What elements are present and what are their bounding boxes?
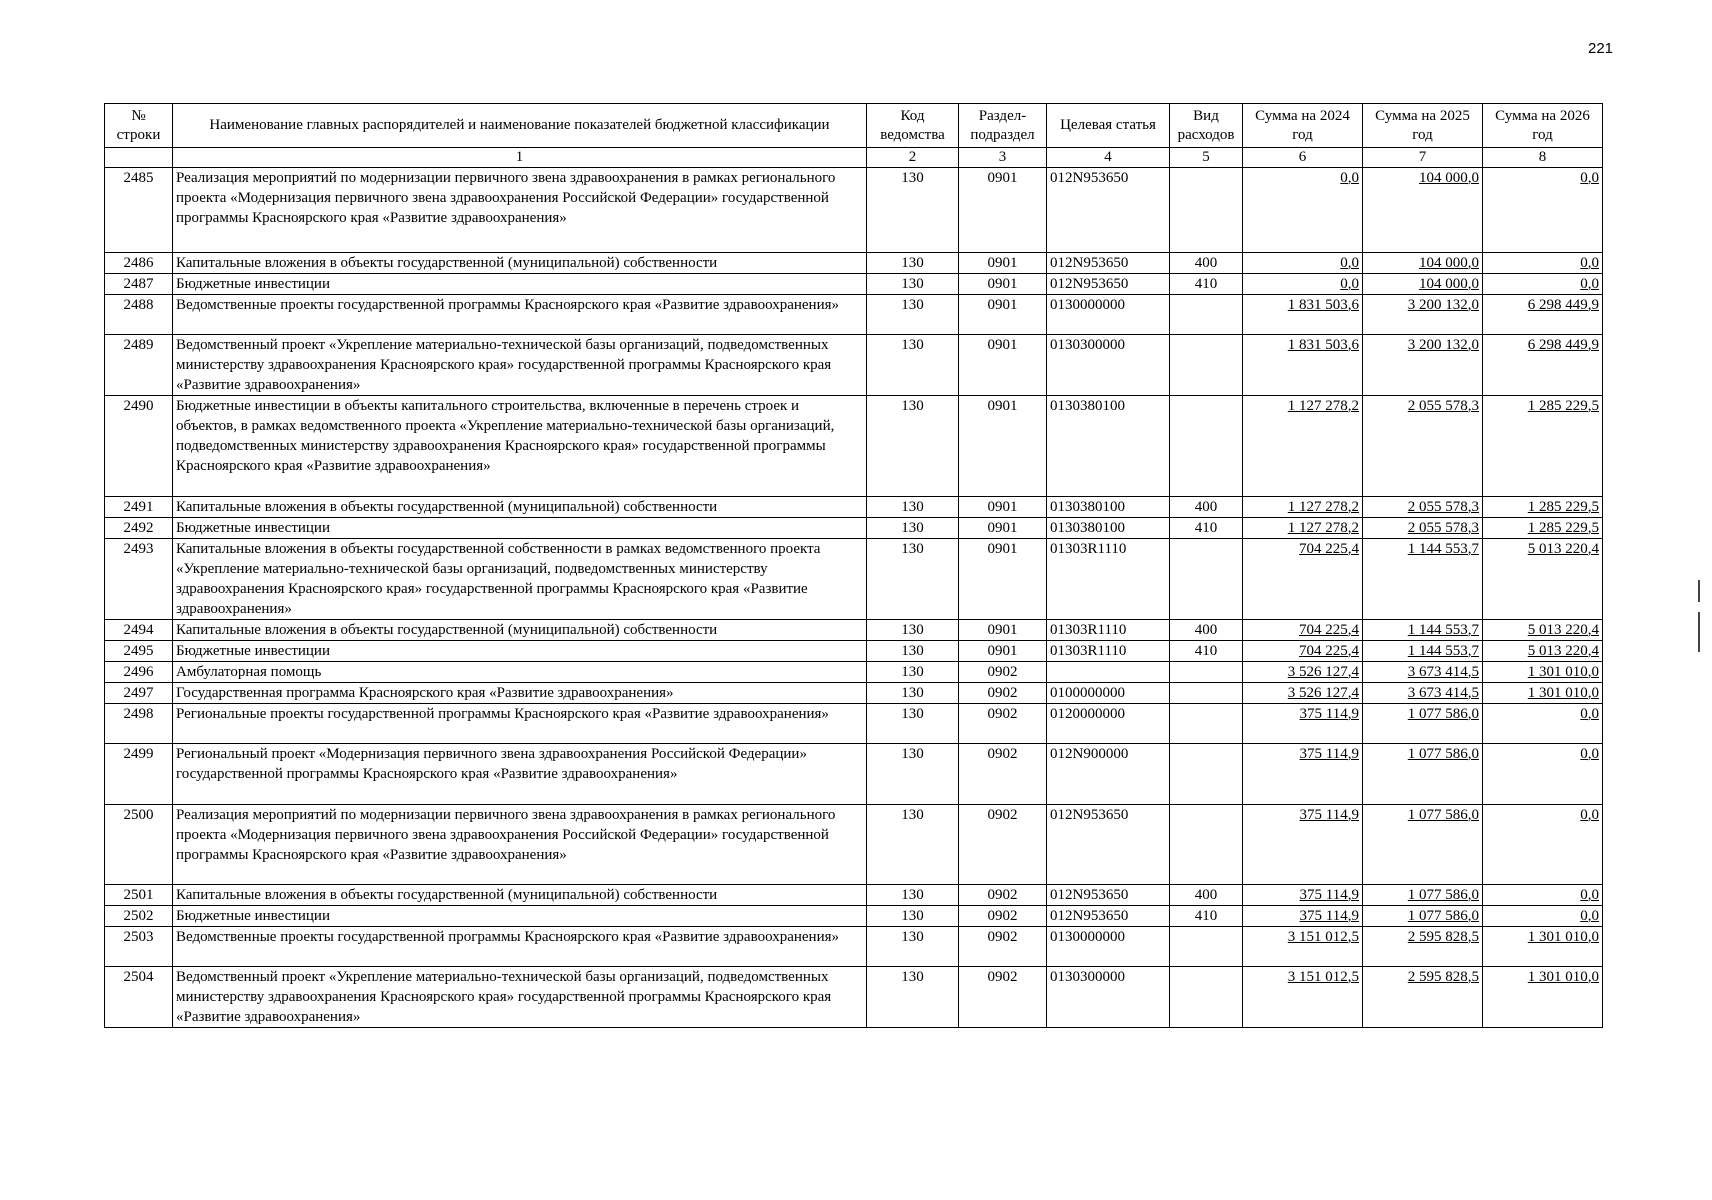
- sum-2025-value: 3 673 414,5: [1407, 685, 1479, 701]
- expense-type: [1170, 295, 1243, 335]
- sum-2026: [1483, 906, 1603, 927]
- sum-2026: [1483, 805, 1603, 885]
- sum-2025: [1363, 497, 1483, 518]
- row-name: Реализация мероприятий по модернизации первичного звена здравоохранения в рамках регионального проекта «Модернизация первичного звена здравоохранения Российской Федерации» государственной программы Красноярского края «Развитие здравоохранения»: [173, 805, 867, 885]
- row-name: Бюджетные инвестиции в объекты капитального строительства, включенные в перечень строек и объектов, в рамках ведомственного проекта «Укрепление материально-технической базы организаций, подведомственных министерству здравоохранения Красноярского края» государственной программы Красноярского края «Развитие здравоохранения»: [173, 396, 867, 497]
- table-row: [105, 396, 1603, 497]
- sum-2026-value: 0,0: [1580, 807, 1599, 823]
- section-code: 0902: [959, 805, 1047, 885]
- sum-2024-value: 3 526 127,4: [1287, 664, 1359, 680]
- sum-2024: [1243, 744, 1363, 805]
- sum-2026-value: 1 301 010,0: [1527, 685, 1599, 701]
- sum-2026: [1483, 662, 1603, 683]
- sum-2026-value: 0,0: [1580, 255, 1599, 271]
- expense-type: 410: [1170, 518, 1243, 539]
- target-article: 0120000000: [1047, 704, 1170, 744]
- row-name: Бюджетные инвестиции: [173, 518, 867, 539]
- sum-2024: [1243, 641, 1363, 662]
- sum-2025: [1363, 396, 1483, 497]
- sum-2024: [1243, 518, 1363, 539]
- row-name: Государственная программа Красноярского края «Развитие здравоохранения»: [173, 683, 867, 704]
- column-header: Код ведомства: [867, 104, 959, 148]
- row-name: Капитальные вложения в объекты государственной (муниципальной) собственности: [173, 497, 867, 518]
- sum-2025: [1363, 662, 1483, 683]
- table-row: [105, 335, 1603, 396]
- sum-2025: [1363, 927, 1483, 967]
- sum-2026-value: 0,0: [1580, 908, 1599, 924]
- department-code: 130: [867, 967, 959, 1028]
- sum-2025: [1363, 274, 1483, 295]
- table-row: [105, 518, 1603, 539]
- expense-type: [1170, 744, 1243, 805]
- sum-2026-value: 0,0: [1580, 746, 1599, 762]
- column-number-row: [105, 148, 1603, 168]
- target-article: 012N900000: [1047, 744, 1170, 805]
- sum-2024: [1243, 253, 1363, 274]
- target-article: [1047, 662, 1170, 683]
- section-code: 0901: [959, 518, 1047, 539]
- sum-2026-value: 5 013 220,4: [1527, 541, 1599, 557]
- row-name: Капитальные вложения в объекты государственной (муниципальной) собственности: [173, 620, 867, 641]
- expense-type: [1170, 967, 1243, 1028]
- sum-2026-value: 1 285 229,5: [1527, 520, 1599, 536]
- sum-2026: [1483, 967, 1603, 1028]
- sum-2026-value: 5 013 220,4: [1527, 643, 1599, 659]
- department-code: 130: [867, 295, 959, 335]
- target-article: 0130380100: [1047, 396, 1170, 497]
- table-row: [105, 274, 1603, 295]
- page-number: 221: [1588, 40, 1614, 57]
- sum-2025-value: 1 077 586,0: [1407, 887, 1479, 903]
- row-name: Капитальные вложения в объекты государственной собственности в рамках ведомственного проекта «Укрепление материально-технической базы организаций, подведомственных министерству здравоохранения Красноярского края» государственной программы Красноярского края «Развитие здравоохранения»: [173, 539, 867, 620]
- row-number: 2494: [105, 620, 173, 641]
- department-code: 130: [867, 641, 959, 662]
- department-code: 130: [867, 518, 959, 539]
- row-number: 2492: [105, 518, 173, 539]
- row-number: 2491: [105, 497, 173, 518]
- target-article: 012N953650: [1047, 885, 1170, 906]
- sum-2026: [1483, 683, 1603, 704]
- scan-edge-mark: [1698, 580, 1700, 602]
- column-number: 6: [1243, 148, 1363, 168]
- sum-2025-value: 2 055 578,3: [1407, 398, 1479, 414]
- section-code: 0902: [959, 744, 1047, 805]
- sum-2024: [1243, 683, 1363, 704]
- sum-2025-value: 1 077 586,0: [1407, 807, 1479, 823]
- table-row: [105, 295, 1603, 335]
- expense-type: 400: [1170, 885, 1243, 906]
- expense-type: 410: [1170, 906, 1243, 927]
- column-number: 5: [1170, 148, 1243, 168]
- row-number: 2487: [105, 274, 173, 295]
- sum-2025: [1363, 704, 1483, 744]
- section-code: 0902: [959, 906, 1047, 927]
- table-row: [105, 805, 1603, 885]
- sum-2026: [1483, 620, 1603, 641]
- sum-2026: [1483, 396, 1603, 497]
- row-number: 2504: [105, 967, 173, 1028]
- table-row: [105, 704, 1603, 744]
- target-article: 012N953650: [1047, 253, 1170, 274]
- sum-2025-value: 104 000,0: [1419, 170, 1479, 186]
- sum-2025-value: 2 055 578,3: [1407, 499, 1479, 515]
- row-name: Ведомственный проект «Укрепление материально-технической базы организаций, подведомственных министерству здравоохранения Красноярского края» государственной программы Красноярского края «Развитие здравоохранения»: [173, 335, 867, 396]
- sum-2026: [1483, 927, 1603, 967]
- sum-2025-value: 3 673 414,5: [1407, 664, 1479, 680]
- department-code: 130: [867, 497, 959, 518]
- sum-2024-value: 704 225,4: [1299, 622, 1359, 638]
- column-header: Сумма на 2024 год: [1243, 104, 1363, 148]
- target-article: 012N953650: [1047, 906, 1170, 927]
- expense-type: 410: [1170, 641, 1243, 662]
- column-number: 4: [1047, 148, 1170, 168]
- sum-2025: [1363, 518, 1483, 539]
- sum-2026: [1483, 704, 1603, 744]
- row-number: 2496: [105, 662, 173, 683]
- sum-2025-value: 2 055 578,3: [1407, 520, 1479, 536]
- sum-2024-value: 3 151 012,5: [1287, 929, 1359, 945]
- sum-2025: [1363, 683, 1483, 704]
- sum-2025-value: 1 077 586,0: [1407, 706, 1479, 722]
- target-article: 0100000000: [1047, 683, 1170, 704]
- sum-2026-value: 1 301 010,0: [1527, 929, 1599, 945]
- row-name: Ведомственный проект «Укрепление материально-технической базы организаций, подведомственных министерству здравоохранения Красноярского края» государственной программы Красноярского края «Развитие здравоохранения»: [173, 967, 867, 1028]
- sum-2025-value: 104 000,0: [1419, 255, 1479, 271]
- sum-2024: [1243, 168, 1363, 253]
- row-name: Ведомственные проекты государственной программы Красноярского края «Развитие здравоохранения»: [173, 295, 867, 335]
- department-code: 130: [867, 805, 959, 885]
- sum-2024: [1243, 620, 1363, 641]
- section-code: 0901: [959, 396, 1047, 497]
- department-code: 130: [867, 253, 959, 274]
- header-row: [105, 104, 1603, 148]
- target-article: 0130380100: [1047, 518, 1170, 539]
- row-number: 2493: [105, 539, 173, 620]
- sum-2026-value: 0,0: [1580, 887, 1599, 903]
- target-article: 0130300000: [1047, 335, 1170, 396]
- table-body: [105, 168, 1603, 1028]
- department-code: 130: [867, 396, 959, 497]
- sum-2026-value: 1 285 229,5: [1527, 398, 1599, 414]
- row-name: Региональный проект «Модернизация первичного звена здравоохранения Российской Федерации» государственной программы Красноярского края «Развитие здравоохранения»: [173, 744, 867, 805]
- sum-2024: [1243, 704, 1363, 744]
- section-code: 0901: [959, 497, 1047, 518]
- row-number: 2503: [105, 927, 173, 967]
- target-article: 0130380100: [1047, 497, 1170, 518]
- sum-2025: [1363, 295, 1483, 335]
- department-code: 130: [867, 662, 959, 683]
- sum-2026-value: 0,0: [1580, 706, 1599, 722]
- expense-type: [1170, 168, 1243, 253]
- table-row: [105, 744, 1603, 805]
- section-code: 0901: [959, 168, 1047, 253]
- sum-2025-value: 2 595 828,5: [1407, 929, 1479, 945]
- column-header: Раздел-подраздел: [959, 104, 1047, 148]
- row-number: 2490: [105, 396, 173, 497]
- target-article: 012N953650: [1047, 168, 1170, 253]
- sum-2025-value: 1 077 586,0: [1407, 746, 1479, 762]
- row-number: 2499: [105, 744, 173, 805]
- target-article: 0130300000: [1047, 967, 1170, 1028]
- column-header: Сумма на 2026 год: [1483, 104, 1603, 148]
- sum-2025: [1363, 967, 1483, 1028]
- row-name: Капитальные вложения в объекты государственной (муниципальной) собственности: [173, 885, 867, 906]
- budget-table: [104, 103, 1603, 1028]
- section-code: 0902: [959, 967, 1047, 1028]
- table-row: [105, 906, 1603, 927]
- sum-2024: [1243, 927, 1363, 967]
- row-number: 2497: [105, 683, 173, 704]
- sum-2026-value: 1 301 010,0: [1527, 969, 1599, 985]
- row-number: 2502: [105, 906, 173, 927]
- sum-2024-value: 3 526 127,4: [1287, 685, 1359, 701]
- department-code: 130: [867, 274, 959, 295]
- department-code: 130: [867, 539, 959, 620]
- sum-2024-value: 0,0: [1340, 255, 1359, 271]
- sum-2026-value: 0,0: [1580, 276, 1599, 292]
- sum-2025: [1363, 253, 1483, 274]
- sum-2025: [1363, 641, 1483, 662]
- table-row: [105, 683, 1603, 704]
- sum-2024: [1243, 805, 1363, 885]
- sum-2026: [1483, 518, 1603, 539]
- column-number: 1: [173, 148, 867, 168]
- table-row: [105, 641, 1603, 662]
- expense-type: [1170, 927, 1243, 967]
- sum-2024-value: 704 225,4: [1299, 643, 1359, 659]
- sum-2026-value: 1 301 010,0: [1527, 664, 1599, 680]
- expense-type: [1170, 704, 1243, 744]
- sum-2024-value: 375 114,9: [1299, 807, 1359, 823]
- row-name: Бюджетные инвестиции: [173, 641, 867, 662]
- sum-2025: [1363, 539, 1483, 620]
- row-number: 2500: [105, 805, 173, 885]
- section-code: 0901: [959, 620, 1047, 641]
- sum-2025: [1363, 168, 1483, 253]
- row-name: Региональные проекты государственной программы Красноярского края «Развитие здравоохранения»: [173, 704, 867, 744]
- expense-type: 400: [1170, 253, 1243, 274]
- sum-2026-value: 1 285 229,5: [1527, 499, 1599, 515]
- sum-2024-value: 0,0: [1340, 170, 1359, 186]
- department-code: 130: [867, 620, 959, 641]
- section-code: 0902: [959, 683, 1047, 704]
- department-code: 130: [867, 885, 959, 906]
- target-article: 01303R1110: [1047, 641, 1170, 662]
- sum-2024: [1243, 539, 1363, 620]
- row-name: Амбулаторная помощь: [173, 662, 867, 683]
- expense-type: 410: [1170, 274, 1243, 295]
- target-article: 012N953650: [1047, 805, 1170, 885]
- section-code: 0901: [959, 641, 1047, 662]
- table-row: [105, 967, 1603, 1028]
- row-number: 2489: [105, 335, 173, 396]
- target-article: 01303R1110: [1047, 539, 1170, 620]
- department-code: 130: [867, 906, 959, 927]
- row-name: Бюджетные инвестиции: [173, 906, 867, 927]
- sum-2026: [1483, 335, 1603, 396]
- sum-2026-value: 5 013 220,4: [1527, 622, 1599, 638]
- sum-2024: [1243, 396, 1363, 497]
- table-row: [105, 620, 1603, 641]
- column-header: Целевая статья: [1047, 104, 1170, 148]
- sum-2026: [1483, 744, 1603, 805]
- expense-type: [1170, 683, 1243, 704]
- expense-type: 400: [1170, 497, 1243, 518]
- row-number: 2485: [105, 168, 173, 253]
- sum-2025: [1363, 744, 1483, 805]
- row-name: Реализация мероприятий по модернизации первичного звена здравоохранения в рамках регионального проекта «Модернизация первичного звена здравоохранения Российской Федерации» государственной программы Красноярского края «Развитие здравоохранения»: [173, 168, 867, 253]
- sum-2024-value: 1 831 503,6: [1287, 297, 1359, 313]
- column-number: 3: [959, 148, 1047, 168]
- table-row: [105, 927, 1603, 967]
- column-header: Наименование главных распорядителей и наименование показателей бюджетной классификации: [173, 104, 867, 148]
- sum-2026: [1483, 885, 1603, 906]
- section-code: 0901: [959, 295, 1047, 335]
- expense-type: [1170, 335, 1243, 396]
- sum-2024-value: 375 114,9: [1299, 746, 1359, 762]
- section-code: 0901: [959, 274, 1047, 295]
- sum-2024: [1243, 274, 1363, 295]
- sum-2025: [1363, 906, 1483, 927]
- row-name: Капитальные вложения в объекты государственной (муниципальной) собственности: [173, 253, 867, 274]
- sum-2025-value: 2 595 828,5: [1407, 969, 1479, 985]
- sum-2026-value: 0,0: [1580, 170, 1599, 186]
- sum-2024-value: 375 114,9: [1299, 706, 1359, 722]
- target-article: 0130000000: [1047, 295, 1170, 335]
- sum-2024: [1243, 295, 1363, 335]
- row-name: Бюджетные инвестиции: [173, 274, 867, 295]
- sum-2024-value: 704 225,4: [1299, 541, 1359, 557]
- sum-2025-value: 1 144 553,7: [1407, 622, 1479, 638]
- row-name: Ведомственные проекты государственной программы Красноярского края «Развитие здравоохранения»: [173, 927, 867, 967]
- sum-2026: [1483, 274, 1603, 295]
- row-number: 2486: [105, 253, 173, 274]
- sum-2025: [1363, 335, 1483, 396]
- column-number: 7: [1363, 148, 1483, 168]
- expense-type: 400: [1170, 620, 1243, 641]
- sum-2025-value: 104 000,0: [1419, 276, 1479, 292]
- sum-2024-value: 1 831 503,6: [1287, 337, 1359, 353]
- row-number: 2495: [105, 641, 173, 662]
- expense-type: [1170, 662, 1243, 683]
- sum-2024-value: 0,0: [1340, 276, 1359, 292]
- column-number: 8: [1483, 148, 1603, 168]
- expense-type: [1170, 805, 1243, 885]
- scan-edge-mark: [1698, 612, 1700, 652]
- sum-2026: [1483, 641, 1603, 662]
- sum-2026-value: 6 298 449,9: [1527, 297, 1599, 313]
- expense-type: [1170, 539, 1243, 620]
- table-row: [105, 885, 1603, 906]
- table-row: [105, 168, 1603, 253]
- sum-2025-value: 1 144 553,7: [1407, 541, 1479, 557]
- department-code: 130: [867, 335, 959, 396]
- sum-2024-value: 3 151 012,5: [1287, 969, 1359, 985]
- row-number: 2498: [105, 704, 173, 744]
- sum-2025: [1363, 805, 1483, 885]
- sum-2024-value: 1 127 278,2: [1287, 520, 1359, 536]
- target-article: 012N953650: [1047, 274, 1170, 295]
- section-code: 0901: [959, 253, 1047, 274]
- column-header: Сумма на 2025 год: [1363, 104, 1483, 148]
- section-code: 0902: [959, 662, 1047, 683]
- table-row: [105, 662, 1603, 683]
- sum-2024-value: 1 127 278,2: [1287, 499, 1359, 515]
- department-code: 130: [867, 744, 959, 805]
- sum-2024: [1243, 906, 1363, 927]
- department-code: 130: [867, 704, 959, 744]
- sum-2026: [1483, 295, 1603, 335]
- sum-2026: [1483, 497, 1603, 518]
- section-code: 0902: [959, 704, 1047, 744]
- section-code: 0902: [959, 927, 1047, 967]
- sum-2025-value: 1 144 553,7: [1407, 643, 1479, 659]
- sum-2024: [1243, 885, 1363, 906]
- sum-2024: [1243, 497, 1363, 518]
- column-header: Вид расходов: [1170, 104, 1243, 148]
- sum-2026: [1483, 539, 1603, 620]
- sum-2026-value: 6 298 449,9: [1527, 337, 1599, 353]
- table-row: [105, 497, 1603, 518]
- sum-2024-value: 375 114,9: [1299, 887, 1359, 903]
- section-code: 0901: [959, 539, 1047, 620]
- sum-2024: [1243, 662, 1363, 683]
- target-article: 01303R1110: [1047, 620, 1170, 641]
- sum-2025: [1363, 885, 1483, 906]
- row-number: 2501: [105, 885, 173, 906]
- column-number: [105, 148, 173, 168]
- department-code: 130: [867, 927, 959, 967]
- target-article: 0130000000: [1047, 927, 1170, 967]
- column-number: 2: [867, 148, 959, 168]
- expense-type: [1170, 396, 1243, 497]
- column-header: № строки: [105, 104, 173, 148]
- section-code: 0901: [959, 335, 1047, 396]
- sum-2026: [1483, 168, 1603, 253]
- sum-2024-value: 375 114,9: [1299, 908, 1359, 924]
- sum-2025-value: 3 200 132,0: [1407, 297, 1479, 313]
- department-code: 130: [867, 168, 959, 253]
- sum-2024-value: 1 127 278,2: [1287, 398, 1359, 414]
- sum-2025-value: 3 200 132,0: [1407, 337, 1479, 353]
- department-code: 130: [867, 683, 959, 704]
- sum-2026: [1483, 253, 1603, 274]
- sum-2024: [1243, 335, 1363, 396]
- table-row: [105, 253, 1603, 274]
- sum-2024: [1243, 967, 1363, 1028]
- sum-2025: [1363, 620, 1483, 641]
- section-code: 0902: [959, 885, 1047, 906]
- row-number: 2488: [105, 295, 173, 335]
- table-row: [105, 539, 1603, 620]
- sum-2025-value: 1 077 586,0: [1407, 908, 1479, 924]
